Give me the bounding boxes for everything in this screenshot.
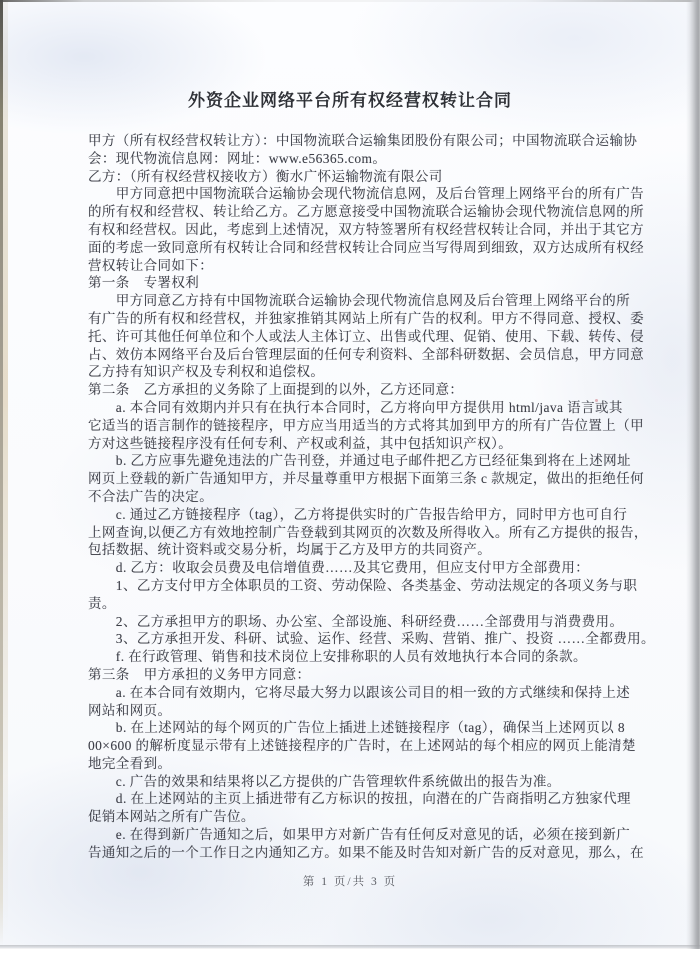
document-line: b. 在上述网站的每个网页的广告位上插进上述链接程序（tag），确保当上述网页以 8	[88, 720, 625, 736]
document-line: a. 本合同有效期内并只有在执行本合同时，乙方将向甲方提供用 html/java 语言或其	[88, 399, 623, 415]
document-line: 地完全看到。	[88, 755, 172, 771]
document-line: e. 在得到新广告通知之后，如果甲方对新广告有任何反对意见的话，必须在接到新广	[88, 827, 631, 843]
document-title: 外资企业网络平台所有权经营权转让合同	[188, 91, 512, 110]
document-line: 甲方（所有权经营权转让方）：中国物流联合运输集团股份有限公司；中国物流联合运输协	[88, 133, 638, 148]
document-line: 托、许可其他任何单位和个人或法人主体订立、出售或代理、促销、使用、下载、转传、侵	[88, 328, 644, 344]
document-line: 2、乙方承担甲方的职场、办公室、全部设施、科研经费……全部费用与消费费用。	[88, 613, 624, 629]
document-line: 告通知之后的一个工作日之内通知乙方。如果不能及时告知对新广告的反对意见，那么，在	[88, 844, 644, 860]
scan-left-edge	[0, 0, 3, 946]
document-line: d. 在上述网站的主页上插进带有乙方标识的按扭，向潜在的广告商指明乙方独家代理	[88, 791, 631, 807]
document-line: 促销本网站之所有广告位。	[88, 809, 255, 825]
document-line: f. 在行政管理、销售和技术岗位上安排称职的人员有效地执行本合同的条款。	[88, 649, 587, 665]
document-line: 第二条 乙方承担的义务除了上面提到的以外，乙方还同意：	[88, 382, 464, 398]
scanner-background	[0, 949, 700, 964]
paper-left-edge-shading	[3, 0, 8, 940]
document-line: 3、乙方承担开发、科研、试验、运作、经营、采购、营销、推广、投资 ……全都费用。	[88, 631, 655, 647]
document-line: 网站和网页。	[88, 702, 172, 718]
document-line: 有广告的所有权和经营权，并独家推销其网站上所有广告的权利。甲方不得同意、授权、委	[88, 310, 644, 326]
document-line: 甲方同意乙方持有中国物流联合运输协会现代物流信息网及后台管理上网络平台的所	[88, 293, 631, 309]
document-line: 方对这些链接程序没有任何专利、产权或利益，其中包括知识产权）。	[88, 435, 513, 451]
document-line: 乙方：（所有权经营权接收方）衡水广怀运输物流有限公司	[88, 168, 443, 184]
scan-speck	[163, 443, 165, 445]
document-line: d. 乙方：收取会员费及电信增值费……及其它费用，但应支付甲方全部费用：	[88, 560, 590, 576]
document-line: 第一条 专署权利	[88, 275, 200, 291]
document-line: 有权和经营权。因此，考虑到上述情况，双方特签署所有权经营权转让合同，并出于其它方	[88, 221, 644, 237]
document-line: 占、效仿本网络平台及后台管理层面的任何专利资料、全部科研数据、会员信息，甲方同意	[88, 346, 644, 362]
document-line: b. 乙方应事先避免违法的广告刊登，并通过电子邮件把乙方已经征集到将在上述网址	[88, 453, 631, 469]
document-line: 不合法广告的决定。	[88, 488, 214, 504]
document-line: 会：现代物流信息网：网址：www.e56365.com。	[88, 150, 387, 166]
document-line: 包括数据、统计资料或交易分析，均属于乙方及甲方的共同资产。	[88, 542, 492, 558]
document-line: 第三条 甲方承担的义务甲方同意：	[88, 666, 311, 682]
scan-top-edge	[0, 0, 700, 2]
document-line: c. 通过乙方链接程序（tag），乙方将提供实时的广告报告给甲方，同时甲方也可自行	[88, 506, 628, 522]
document-line: 00×600 的解析度显示带有上述链接程序的广告时，在上述网站的每个相应的网页上能清楚	[88, 738, 636, 754]
document-line: 它适当的语言制作的链接程序，甲方应当用适当的方式将其加到甲方的所有广告位置上（甲	[88, 417, 644, 433]
document-line: 乙方持有知识产权及专利权和追偿权。	[88, 364, 325, 380]
document-line: 营权转让合同如下：	[88, 257, 214, 273]
document-line: 上网查询,以便乙方有效地控制广告登载到其网页的次数及所得收入。所有乙方提供的报告，	[88, 524, 648, 540]
document-line: 责。	[88, 595, 116, 611]
scan-speck	[307, 566, 309, 568]
document-line: 的所有权和经营权、转让给乙方。乙方愿意接受中国物流联合运输协会现代物流信息网的所	[88, 204, 644, 220]
paper-right-fold-edge	[686, 0, 700, 950]
document-line: 甲方同意把中国物流联合运输协会现代物流信息网，及后台管理上网络平台的所有广告	[88, 186, 644, 202]
document-body	[88, 132, 655, 862]
document-line: 面的考虑一致同意所有权转让合同和经营权转让合同应当写得周到细致，双方达成所有权经	[88, 239, 644, 255]
page-number-footer: 第 1 页/共 3 页	[302, 876, 398, 888]
document-line: 1、乙方支付甲方全体职员的工资、劳动保险、各类基金、劳动法规定的各项义务与职	[88, 577, 638, 593]
document-line: c. 广告的效果和结果将以乙方提供的广告管理软件系统做出的报告为准。	[88, 773, 561, 789]
document-line: 网页上登载的新广告通知甲方，并尽量尊重甲方根据下面第三条 c 款规定，做出的拒绝任何	[88, 471, 645, 487]
document-line: a. 在本合同有效期内，它将尽最大努力以跟该公司目的相一致的方式继续和保持上述	[88, 684, 631, 700]
scan-speck	[595, 399, 598, 402]
